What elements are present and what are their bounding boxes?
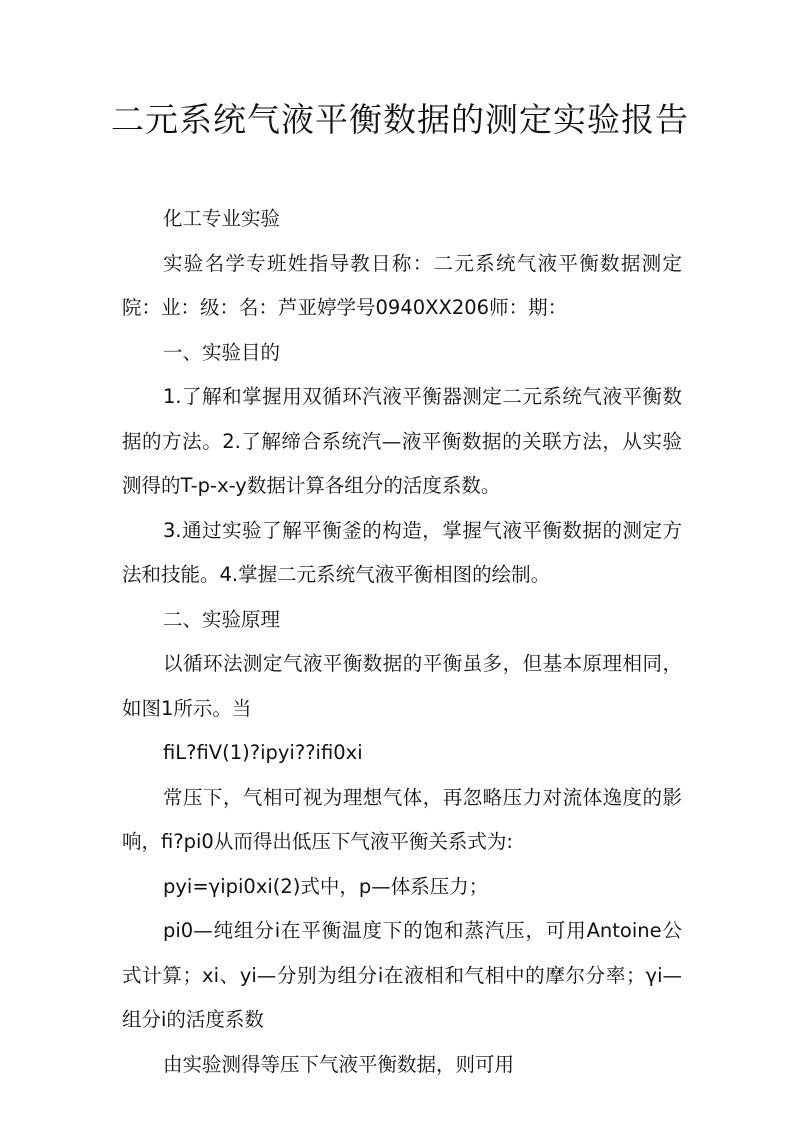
paragraph-info-fields: 实验名学专班姓指导教日称：二元系统气液平衡数据测定院：业：级：名：芦亚婷学号0940XX206师：期： [122,251,682,319]
paragraph-purpose-3-4: 3.通过实验了解平衡釜的构造，掌握气液平衡数据的测定方法和技能。4.掌握二元系统气液平衡相图的绘制。 [122,518,682,586]
paragraph-course: 化工专业实验 [163,207,281,230]
equation-2: pyi=γipi0xi(2)式中，p—体系压力； [163,874,489,898]
paragraph-purpose-1-2: 1.了解和掌握用双循环汽液平衡器测定二元系统气液平衡数据的方法。2.了解缔合系统汽—液平衡数据的关联方法，从实验测得的T-p-x-y数据计算各组分的活度系数。 [122,385,682,497]
section-heading-purpose: 一、实验目的 [163,340,281,364]
section-heading-principle: 二、实验原理 [163,607,281,631]
paragraph-closing: 由实验测得等压下气液平衡数据，则可用 [163,1052,515,1076]
equation-1: fiL?fiV(1)?ipyi??ifi0xi [163,741,363,764]
document-body [122,197,682,1087]
document-title: 二元系统气液平衡数据的测定实验报告 [111,100,689,139]
paragraph-low-pressure: 常压下，气相可视为理想气体，再忽略压力对流体逸度的影响，fi?pi0从而得出低压下气液平衡关系式为: [122,785,682,853]
paragraph-principle-intro: 以循环法测定气液平衡数据的平衡虽多，但基本原理相同，如图1所示。当 [122,652,682,720]
paragraph-definitions: pi0—纯组分i在平衡温度下的饱和蒸汽压，可用Antoine公式计算；xi、yi—分别为组分i在液相和气相中的摩尔分率；γi—组分i的活度系数 [122,919,682,1031]
